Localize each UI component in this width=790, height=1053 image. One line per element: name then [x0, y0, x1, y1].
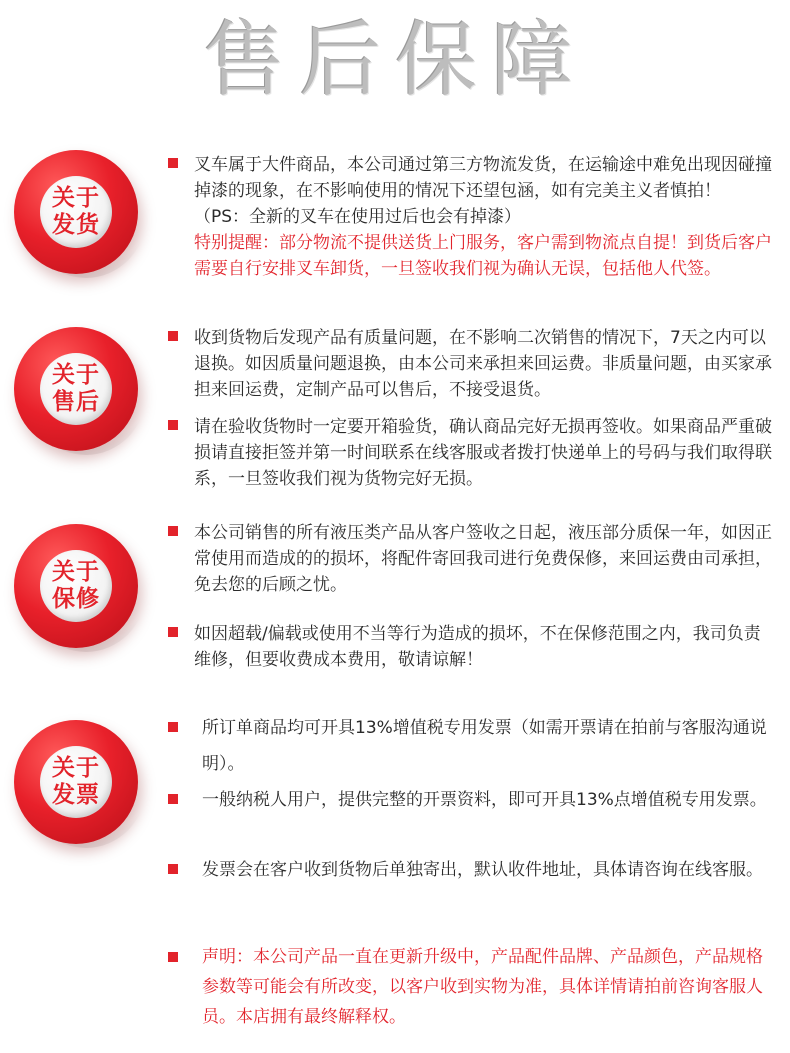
- disclaimer-text: 声明：本公司产品一直在更新升级中，产品配件品牌、产品颜色，产品规格参数等可能会有所改变，以客户收到实物为准，具体详情请拍前咨询客服人员。本店拥有最终解释权。: [202, 947, 763, 1027]
- bullet-icon: [168, 952, 178, 962]
- item-text: 如因超载/偏载或使用不当等行为造成的损坏，不在保修范围之内，我司负责维修，但要收费成本费用，敬请谅解！: [194, 624, 761, 670]
- item-note: 特别提醒：部分物流不提供送货上门服务，客户需到物流点自提！到货后客户需要自行安排叉车卸货，一旦签收我们视为确认无误，包括他人代签。: [194, 233, 772, 279]
- item-text: 收到货物后发现产品有质量问题，在不影响二次销售的情况下，7天之内可以退换。如因质量问题退换，由本公司来承担来回运费。非质量问题，由买家承担来回运费，定制产品可以售后，不接受退货。: [194, 328, 772, 400]
- bullet-icon: [168, 158, 178, 168]
- badge-warranty: [14, 524, 138, 648]
- bullet-icon: [168, 331, 178, 341]
- bullet-icon: [168, 722, 178, 732]
- badge-label-line1: 关于: [52, 185, 100, 211]
- item-text: 本公司销售的所有液压类产品从客户签收之日起，液压部分质保一年，如因正常使用而造成的的损坏，将配件寄回我司进行免费保修，来回运费由司承担，免去您的后顾之忧。: [194, 523, 772, 595]
- bullet-icon: [168, 627, 178, 637]
- badge-label-line2: 售后: [52, 389, 100, 415]
- badge-label-line2: 保修: [52, 586, 100, 612]
- item-text: 一般纳税人用户，提供完整的开票资料，即可开具13%点增值税专用发票。: [202, 790, 767, 810]
- item-text: 所订单商品均可开具13%增值税专用发票（如需开票请在拍前与客服沟通说明）。: [202, 718, 767, 774]
- badge-shipping: [14, 150, 138, 274]
- bullet-icon: [168, 526, 178, 536]
- bullet-icon: [168, 864, 178, 874]
- badge-label-line1: 关于: [52, 755, 100, 781]
- badge-invoice: [14, 720, 138, 844]
- badge-label-line1: 关于: [52, 362, 100, 388]
- badge-label-line2: 发货: [52, 212, 100, 238]
- item-text: 发票会在客户收到货物后单独寄出，默认收件地址，具体请咨询在线客服。: [202, 860, 763, 880]
- bullet-icon: [168, 420, 178, 430]
- badge-label-line1: 关于: [52, 559, 100, 585]
- item-text: 请在验收货物时一定要开箱验货，确认商品完好无损再签收。如果商品严重破损请直接拒签并第一时间联系在线客服或者拨打快递单上的号码与我们取得联系，一旦签收我们视为货物完好无损。: [194, 417, 772, 489]
- item-text: 叉车属于大件商品，本公司通过第三方物流发货，在运输途中难免出现因碰撞掉漆的现象，在不影响使用的情况下还望包涵，如有完美主义者慎拍！（PS：全新的叉车在使用过后也会有掉漆）: [194, 155, 772, 227]
- page-title: 售后保障: [202, 13, 587, 108]
- bullet-icon: [168, 794, 178, 804]
- badge-label-line2: 发票: [52, 782, 100, 808]
- badge-after-sales: [14, 327, 138, 451]
